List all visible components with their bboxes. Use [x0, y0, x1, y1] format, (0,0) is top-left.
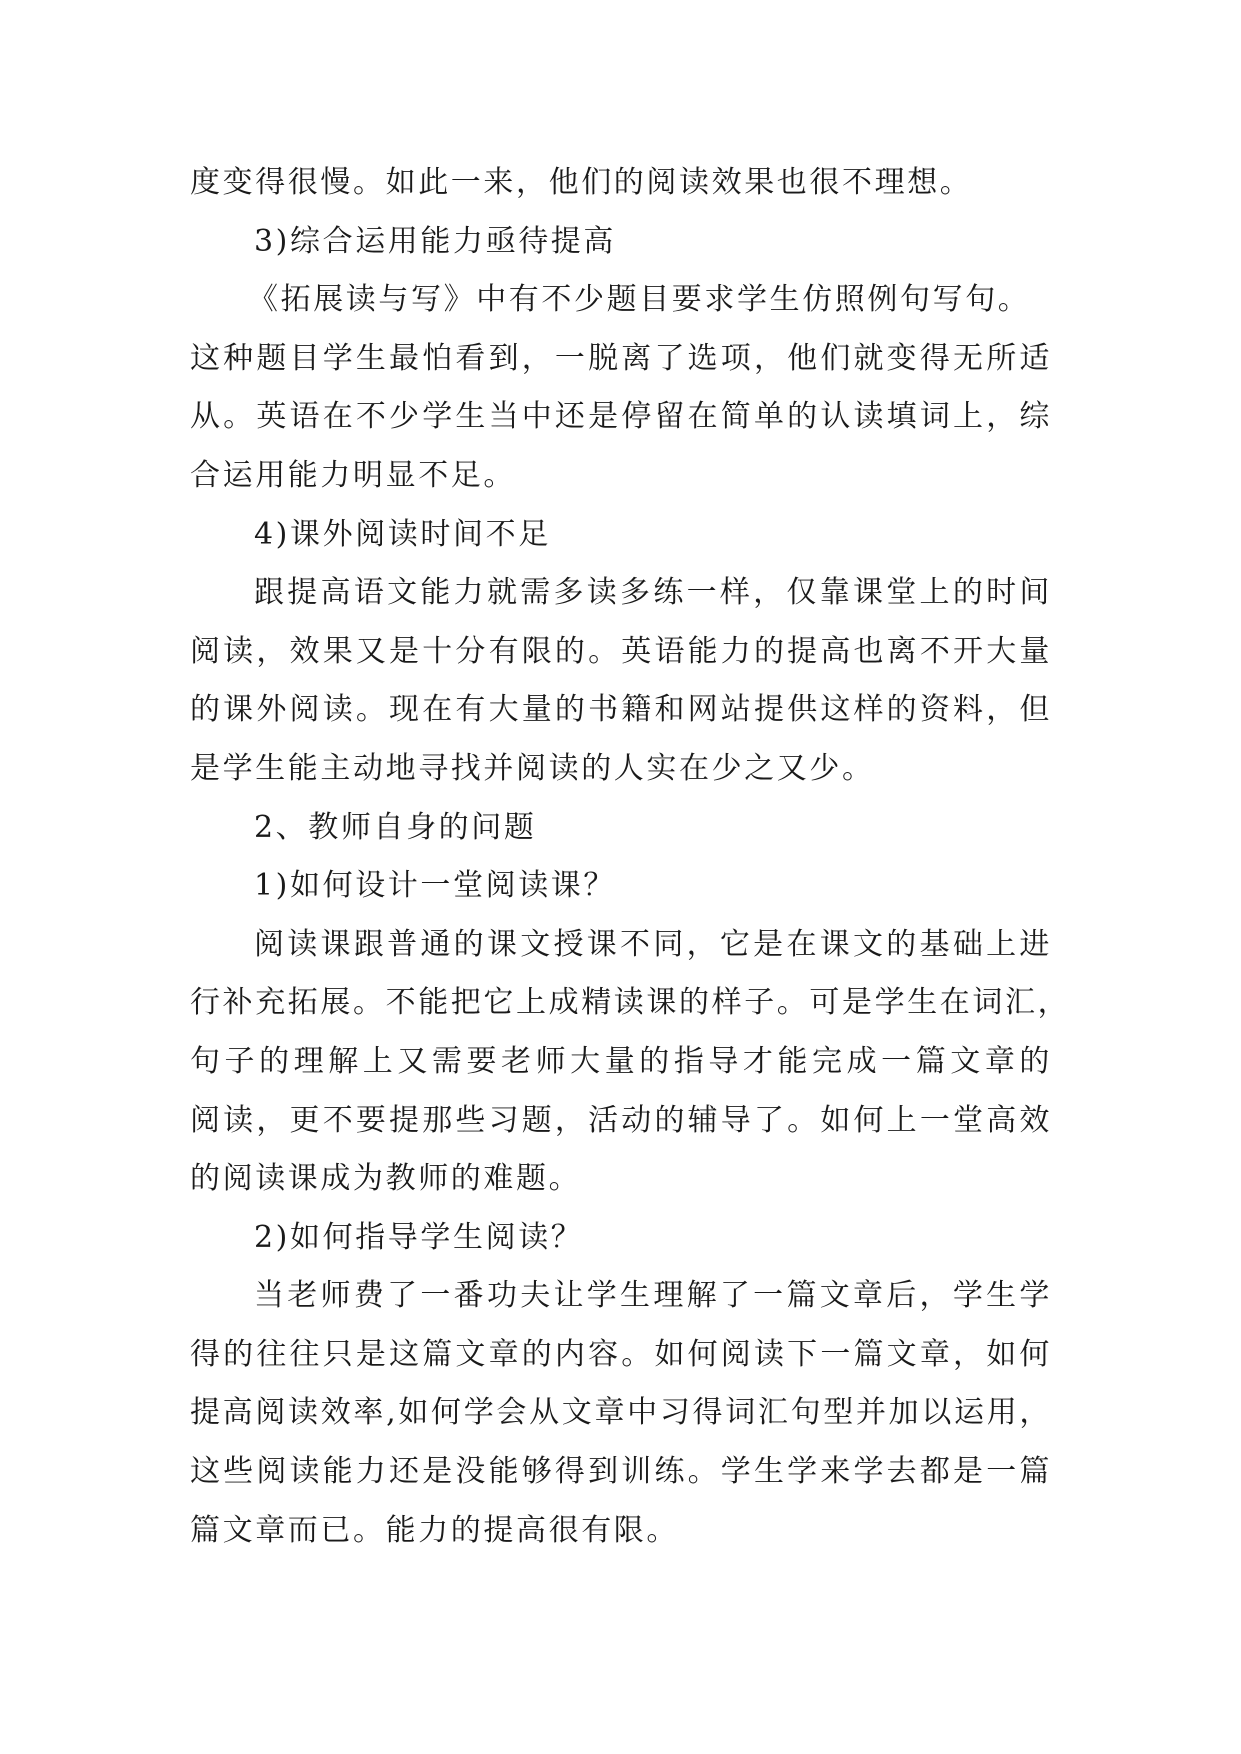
paragraph-line: 行补充拓展。不能把它上成精读课的样子。可是学生在词汇，	[190, 985, 1071, 1021]
paragraph-line: 合运用能力明显不足。	[190, 457, 516, 493]
paragraph-line: 阅读课跟普通的课文授课不同，它是在课文的基础上进	[254, 926, 1052, 962]
paragraph-line: 的课外阅读。现在有大量的书籍和网站提供这样的资料，但	[190, 692, 1052, 728]
paragraph-line: 篇文章而已。能力的提高很有限。	[190, 1512, 679, 1548]
paragraph-line: 得的往往只是这篇文章的内容。如何阅读下一篇文章，如何	[190, 1336, 1052, 1372]
paragraph-line: 《拓展读与写》中有不少题目要求学生仿照例句写句。	[248, 282, 1031, 318]
document-body	[190, 154, 1071, 1560]
paragraph-line: 跟提高语文能力就需多读多练一样，仅靠课堂上的时间	[254, 575, 1052, 611]
paragraph-line: 从。英语在不少学生当中还是停留在简单的认读填词上，综	[190, 399, 1052, 435]
paragraph-line: 句子的理解上又需要老师大量的指导才能完成一篇文章的	[190, 1043, 1052, 1079]
section-heading: 1)如何设计一堂阅读课？	[254, 868, 616, 904]
paragraph-line: 这些阅读能力还是没能够得到训练。学生学来学去都是一篇	[190, 1454, 1052, 1490]
paragraph-line: 的阅读课成为教师的难题。	[190, 1161, 582, 1197]
paragraph-line: 提高阅读效率,如何学会从文章中习得词汇句型并加以运用，	[190, 1395, 1052, 1431]
text-line: 度变得很慢。如此一来，他们的阅读效果也很不理想。	[190, 165, 973, 200]
section-heading: 3)综合运用能力亟待提高	[254, 223, 616, 259]
section-heading: 4)课外阅读时间不足	[254, 516, 551, 552]
section-heading: 2、教师自身的问题	[254, 809, 537, 845]
paragraph-line: 这种题目学生最怕看到，一脱离了选项，他们就变得无所适	[190, 340, 1052, 376]
paragraph-line: 阅读，效果又是十分有限的。英语能力的提高也离不开大量	[190, 633, 1052, 669]
paragraph-line: 是学生能主动地寻找并阅读的人实在少之又少。	[190, 750, 875, 786]
paragraph-line: 当老师费了一番功夫让学生理解了一篇文章后，学生学	[254, 1278, 1052, 1314]
paragraph-line: 阅读，更不要提那些习题，活动的辅导了。如何上一堂高效	[190, 1102, 1052, 1138]
section-heading: 2)如何指导学生阅读？	[254, 1219, 584, 1255]
